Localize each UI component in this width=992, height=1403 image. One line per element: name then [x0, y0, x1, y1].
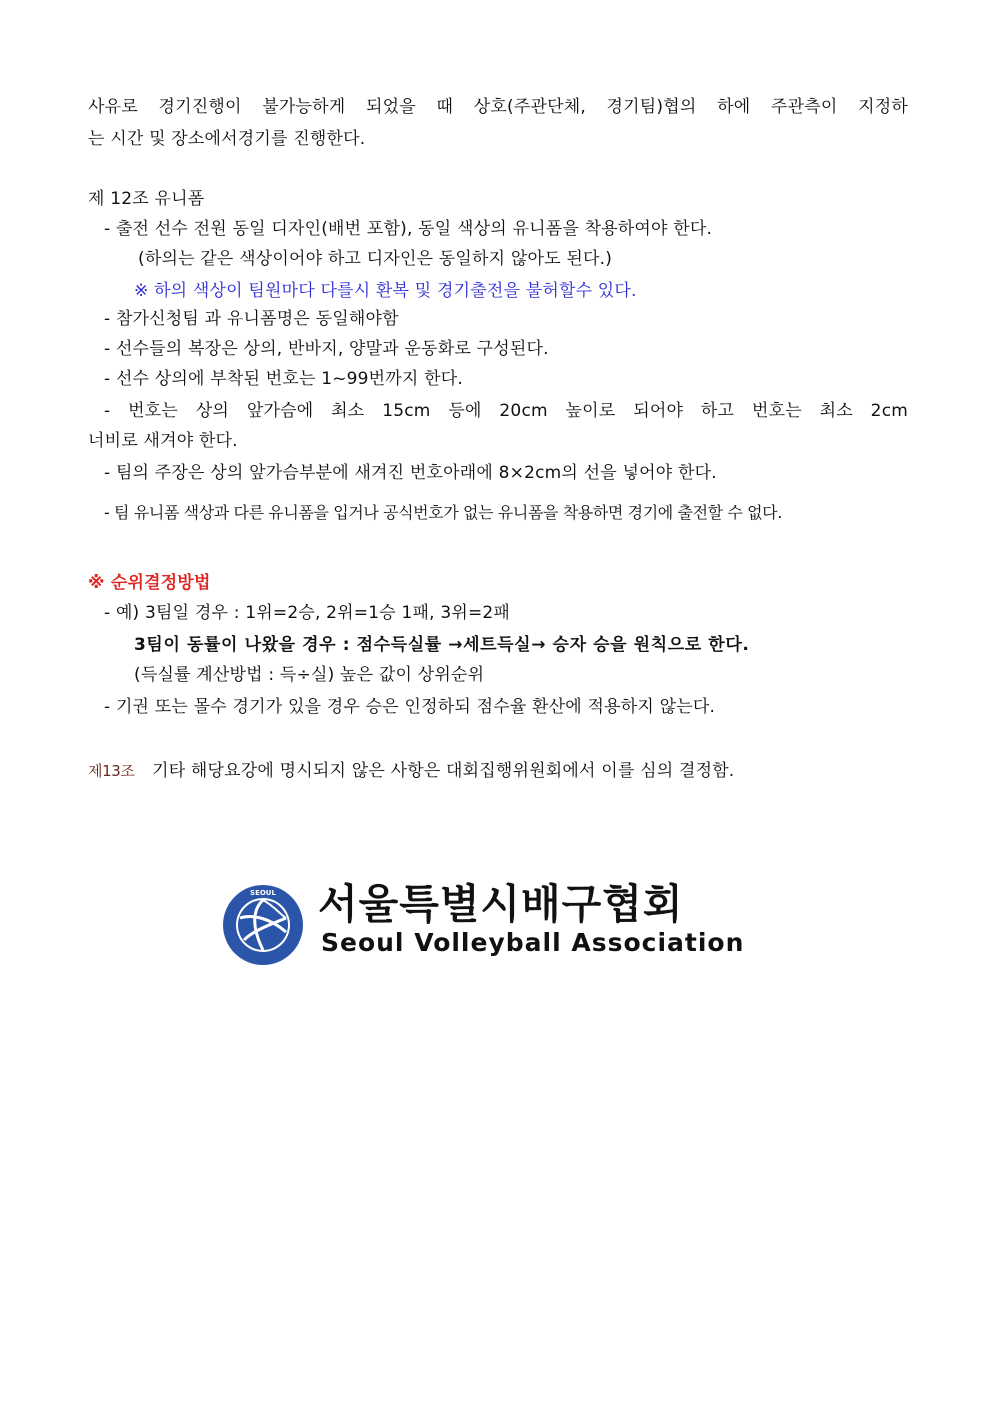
volleyball-emblem-icon: [222, 884, 304, 966]
article-12-item: - 출전 선수 전원 동일 디자인(배번 포함), 동일 색상의 유니폼을 착용하여야 한다.: [104, 219, 713, 239]
intro-line-1: 사유로 경기진행이 불가능하게 되었을 때 상호(주관단체, 경기팀)협의 하에 주관측이 지정하: [88, 97, 908, 117]
emblem-top-text: SEOUL: [250, 889, 276, 897]
ranking-tiebreak-rule: 3팀이 동률이 나왔을 경우 : 점수득실률 →세트득실→ 승자 승을 원칙으로 한다.: [134, 635, 750, 655]
logo-title-english: Seoul Volleyball Association: [321, 928, 745, 957]
article-12-item: - 선수 상의에 부착된 번호는 1~99번까지 한다.: [104, 369, 464, 389]
ranking-item: - 예) 3팀일 경우 : 1위=2승, 2위=1승 1패, 3위=2패: [104, 603, 511, 623]
article-12-item: - 참가신청팀 과 유니폼명은 동일해야함: [104, 309, 399, 329]
article-12-heading: 제 12조 유니폼: [88, 189, 205, 209]
ranking-heading: ※ 순위결정방법: [88, 573, 211, 593]
article-12-notice: ※ 하의 색상이 팀원마다 다를시 환복 및 경기출전을 불허할수 있다.: [134, 281, 637, 301]
article-12-item: - 팀 유니폼 색상과 다른 유니폼을 입거나 공식번호가 없는 유니폼을 착용하면 경기에 출전할 수 없다.: [104, 503, 782, 522]
intro-line-2: 는 시간 및 장소에서경기를 진행한다.: [88, 129, 366, 149]
article-13-text: 기타 해당요강에 명시되지 않은 사항은 대회집행위원회에서 이를 심의 결정함.: [152, 761, 735, 781]
article-13-label: 제13조: [88, 762, 135, 780]
article-12-item: - 번호는 상의 앞가슴에 최소 15cm 등에 20cm 높이로 되어야 하고 번호는 최소 2cm: [104, 401, 908, 421]
ranking-item: - 기권 또는 몰수 경기가 있을 경우 승은 인정하되 점수율 환산에 적용하지 않는다.: [104, 697, 716, 717]
association-logo: [222, 880, 745, 960]
ranking-item: (득실률 계산방법 : 득÷실) 높은 값이 상위순위: [134, 665, 485, 685]
article-12-item: 너비로 새겨야 한다.: [88, 431, 238, 451]
logo-title-korean: 서울특별시배구협회: [318, 880, 684, 928]
article-13: [88, 760, 734, 782]
article-12-item: - 선수들의 복장은 상의, 반바지, 양말과 운동화로 구성된다.: [104, 339, 549, 359]
article-12-item: (하의는 같은 색상이어야 하고 디자인은 동일하지 않아도 된다.): [138, 249, 613, 269]
article-12-item: - 팀의 주장은 상의 앞가슴부분에 새겨진 번호아래에 8×2cm의 선을 넣어야 한다.: [104, 463, 717, 483]
